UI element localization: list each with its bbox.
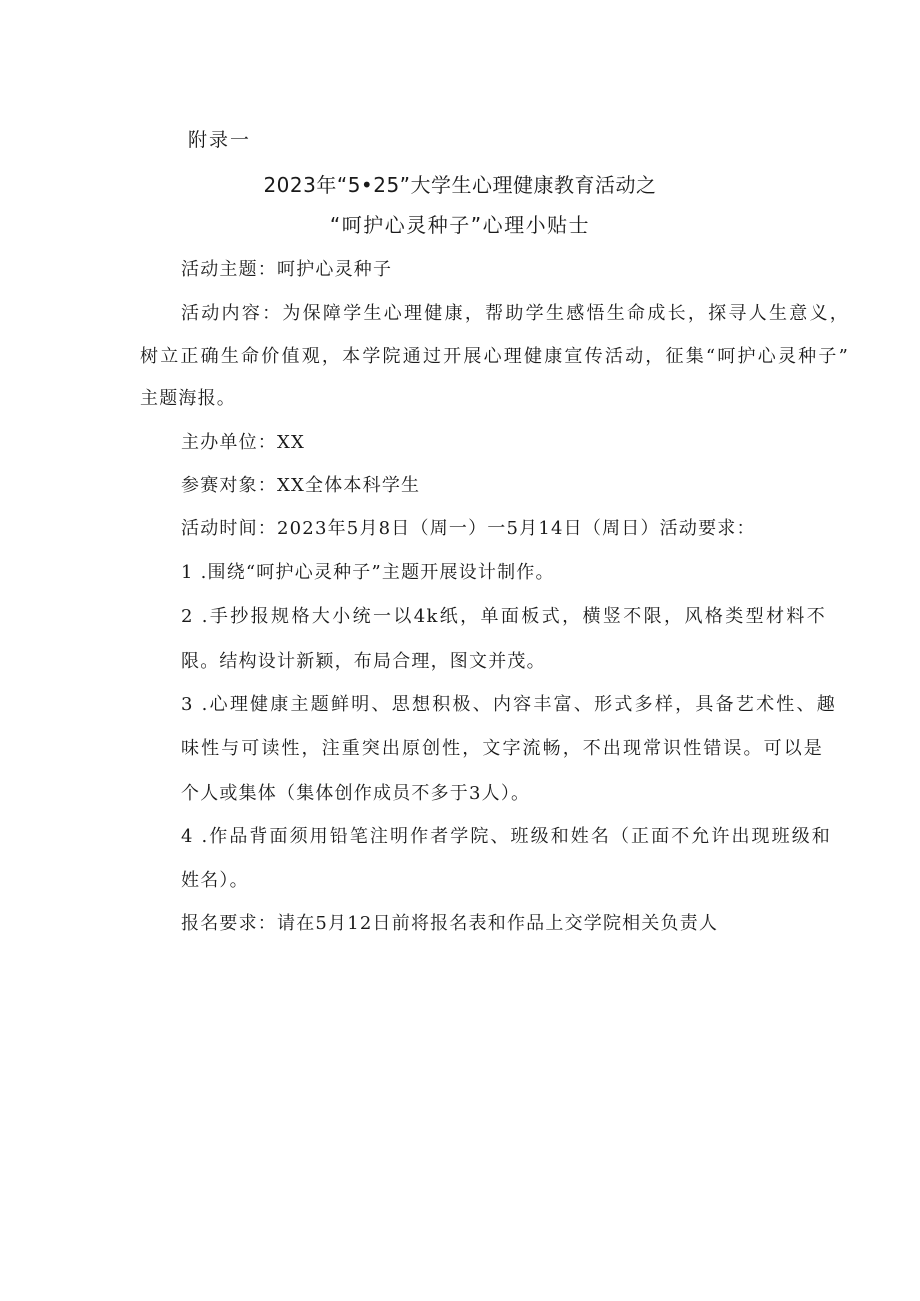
activity-time: 活动时间：2023年5月8日（周一）一5月14日（周日）活动要求： xyxy=(181,518,756,539)
organizer: 主办单位：XX xyxy=(181,432,306,453)
requirement-3-line1: 3 .心理健康主题鲜明、思想积极、内容丰富、形式多样，具备艺术性、趣 xyxy=(181,694,836,715)
requirement-2-line1: 2 .手抄报规格大小统一以4k纸，单面板式，横竖不限，风格类型材料不 xyxy=(181,606,826,627)
document-title-line1: 2023年“5•25”大学生心理健康教育活动之 xyxy=(263,173,657,197)
requirement-3-line2: 味性与可读性，注重突出原创性，文字流畅，不出现常识性错误。可以是 xyxy=(181,738,823,759)
participants: 参赛对象：XX全体本科学生 xyxy=(181,475,421,496)
requirement-2-line2: 限。结构设计新颖，布局合理，图文并茂。 xyxy=(181,651,546,672)
requirement-1: 1 .围绕“呵护心灵种子”主题开展设计制作。 xyxy=(181,562,555,583)
requirement-3-line3: 个人或集体（集体创作成员不多于3人）。 xyxy=(181,783,531,804)
activity-theme: 活动主题：呵护心灵种子 xyxy=(181,259,393,280)
requirement-4-line1: 4 .作品背面须用铅笔注明作者学院、班级和姓名（正面不允许出现班级和 xyxy=(181,826,831,847)
document-title-line2: “呵护心灵种子”心理小贴士 xyxy=(329,213,591,237)
activity-content-line1: 活动内容：为保障学生心理健康，帮助学生感悟生命成长，探寻人生意义， xyxy=(181,303,849,324)
activity-content-line3: 主题海报。 xyxy=(140,388,236,409)
registration-requirement: 报名要求：请在5月12日前将报名表和作品上交学院相关负责人 xyxy=(181,913,719,934)
activity-content-line2: 树立正确生命价值观，本学院通过开展心理健康宣传活动，征集“呵护心灵种子” xyxy=(140,346,849,367)
appendix-label: 附录一 xyxy=(188,129,252,151)
requirement-4-line2: 姓名）。 xyxy=(181,870,249,891)
